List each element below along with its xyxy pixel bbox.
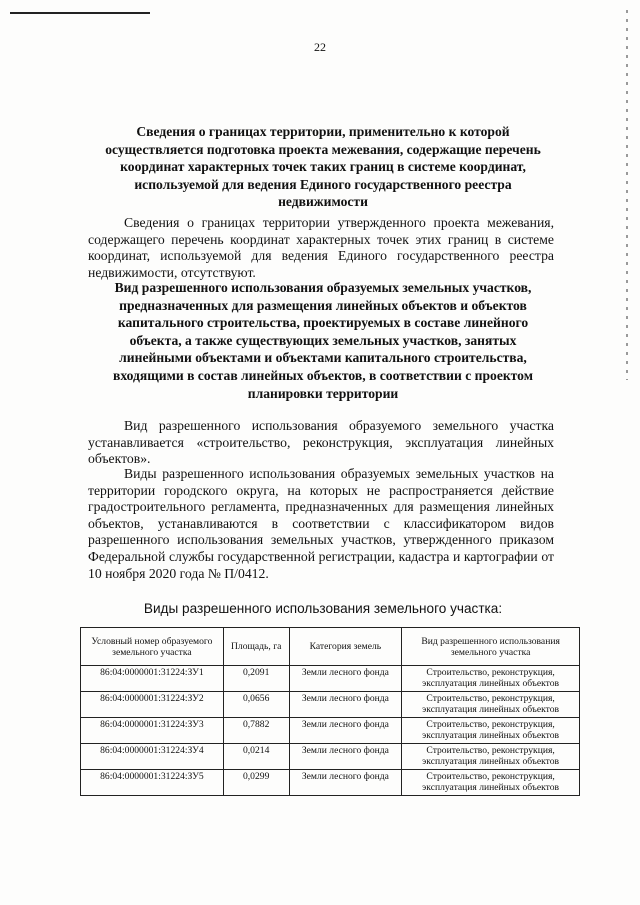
cell-area: 0,7882 — [223, 718, 289, 744]
heading1-line: координат характерных точек таких границ в системе координат, — [120, 159, 526, 175]
cell-plot-number: 86:04:0000001:31224:ЗУ3 — [81, 718, 224, 744]
cell-land-category: Земли лесного фонда — [289, 770, 402, 796]
cell-area: 0,0299 — [223, 770, 289, 796]
top-scan-bar — [10, 12, 150, 14]
table-row — [81, 744, 580, 770]
table-row — [81, 692, 580, 718]
paragraph-boundaries-absent: Сведения о границах территории утвержденного проекта межевания, содержащего перечень координат характерных точек этих границ в системе координат, используемой для ведения Единого государственного реестра недвижимости, отсутствуют. — [88, 215, 554, 280]
cell-area: 0,0214 — [223, 744, 289, 770]
table-header-row — [81, 628, 580, 666]
scan-edge-marks — [626, 10, 628, 380]
cell-plot-number: 86:04:0000001:31224:ЗУ2 — [81, 692, 224, 718]
heading2-line: планировки территории — [247, 385, 399, 401]
heading1-line: используемой для ведения Единого государственного реестра — [134, 176, 512, 192]
cell-permitted-use: Строительство, реконструкция, эксплуатация линейных объектов — [402, 666, 580, 692]
heading2-line: объекта, а также существующих земельных участков, занятых — [129, 332, 517, 348]
table-row — [81, 770, 580, 796]
cell-land-category: Земли лесного фонда — [289, 692, 402, 718]
cell-permitted-use: Строительство, реконструкция, эксплуатация линейных объектов — [402, 744, 580, 770]
cell-plot-number: 86:04:0000001:31224:ЗУ5 — [81, 770, 224, 796]
heading1-line: Сведения о границах территории, применительно к которой — [136, 124, 510, 139]
cell-land-category: Земли лесного фонда — [289, 666, 402, 692]
heading1-line: недвижимости — [278, 194, 368, 210]
heading2-line: капитального строительства, проектируемых в составе линейного — [117, 315, 529, 331]
paragraph-permitted-use: Вид разрешенного использования образуемого земельного участка устанавливается «строительство, реконструкция, эксплуатация линейных объектов». — [88, 418, 554, 467]
cell-plot-number: 86:04:0000001:31224:ЗУ1 — [81, 666, 224, 692]
cell-plot-number: 86:04:0000001:31224:ЗУ4 — [81, 744, 224, 770]
heading-territory-boundaries — [88, 123, 558, 211]
heading2-line: входящими в состав линейных объектов, в соответствии с проектом — [113, 367, 533, 383]
cell-land-category: Земли лесного фонда — [289, 718, 402, 744]
cell-area: 0,0656 — [223, 692, 289, 718]
table-row — [81, 718, 580, 744]
cell-permitted-use: Строительство, реконструкция, эксплуатация линейных объектов — [402, 770, 580, 796]
col-header-plot-number: Условный номер образуемого земельного участка — [81, 628, 224, 666]
cell-permitted-use: Строительство, реконструкция, эксплуатация линейных объектов — [402, 718, 580, 744]
col-header-permitted-use: Вид разрешенного использования земельного участка — [402, 628, 580, 666]
col-header-area: Площадь, га — [223, 628, 289, 666]
heading-permitted-use — [88, 279, 558, 402]
cell-land-category: Земли лесного фонда — [289, 744, 402, 770]
table-caption: Виды разрешенного использования земельного участка: — [143, 601, 503, 616]
col-header-land-category: Категория земель — [289, 628, 402, 666]
table-row — [81, 666, 580, 692]
page-number: 22 — [314, 40, 326, 54]
heading2-line: предназначенных для размещения линейных объектов и объектов — [119, 297, 527, 313]
heading2-line: Вид разрешенного использования образуемых земельных участков, — [114, 280, 532, 295]
heading1-line: осуществляется подготовка проекта межевания, содержащие перечень — [105, 141, 541, 157]
land-plots-table — [80, 627, 580, 796]
paragraph-classifier: Виды разрешенного использования образуемых земельных участков на территории городского округа, на которых не распространяется действие градостроительного регламента, предназначенных для размещения линейных объектов, устанавливаются в соответствии с классификатором видов разрешенного использования земельных участков, утвержденного приказом Федеральной службы государственной регистрации, кадастра и картографии от 10 ноября 2020 года № П/0412. — [88, 466, 554, 581]
cell-area: 0,2091 — [223, 666, 289, 692]
heading2-line: линейными объектами и объектами капитального строительства, — [119, 350, 527, 366]
cell-permitted-use: Строительство, реконструкция, эксплуатация линейных объектов — [402, 692, 580, 718]
